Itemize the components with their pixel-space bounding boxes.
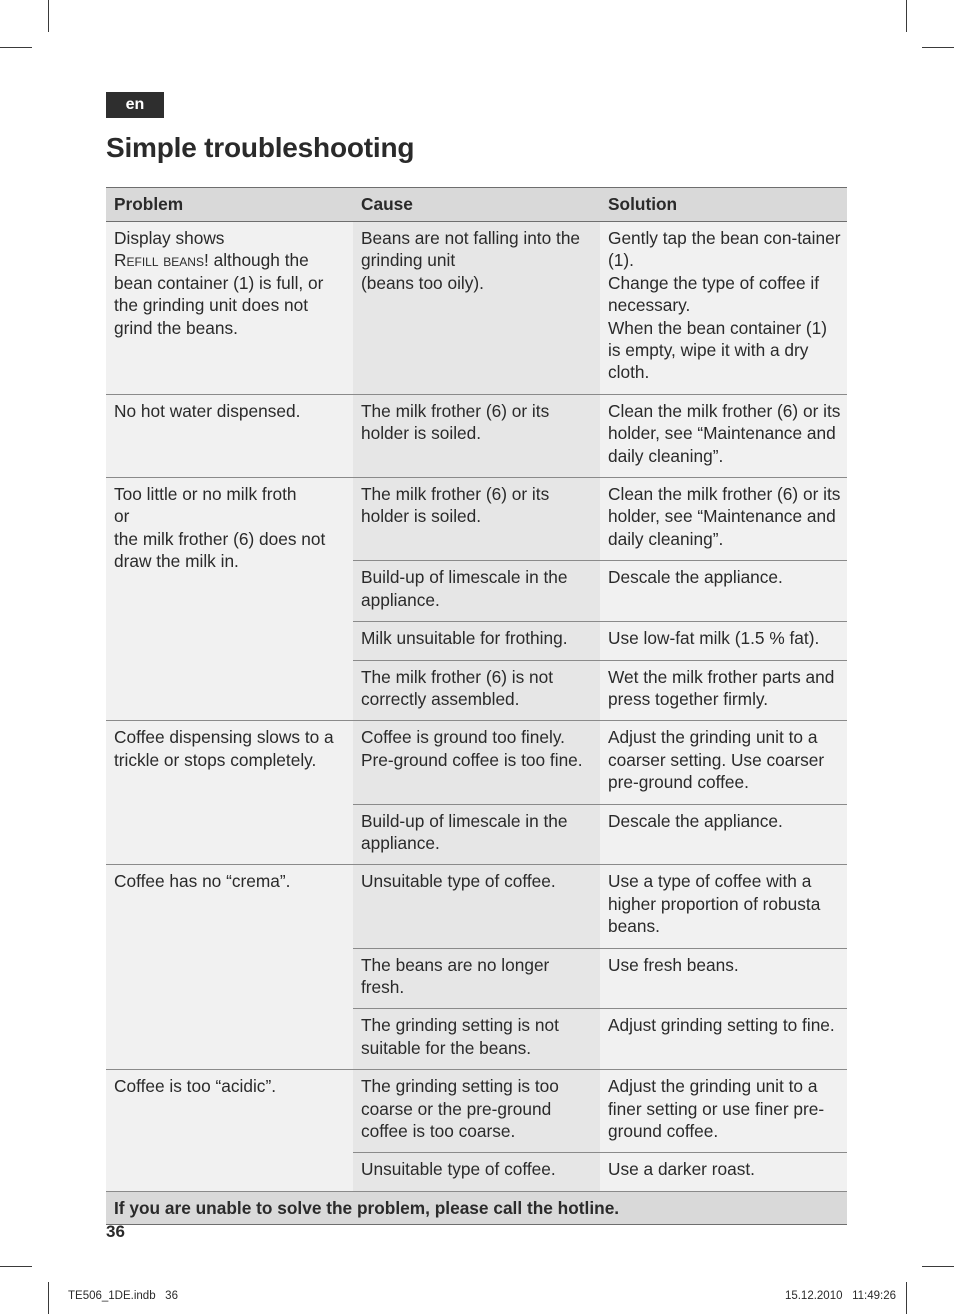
troubleshooting-table [106,187,847,1225]
crop-mark [922,1266,954,1267]
crop-mark [0,47,32,48]
problem-text: Coffee is too “acidic”. [114,1076,277,1097]
cause-cell: Coffee is ground too finely. Pre-ground coffee is too fine. [353,721,600,804]
file-date: 15.12.2010 11:49:26 [784,1290,896,1302]
language-badge: en [106,92,164,118]
solution-cell: Use a darker roast. [600,1153,847,1191]
problem-cell [106,222,353,395]
cause-cell: Milk unsuitable for frothing. [353,622,600,660]
problem-text-rest: although the bean container (1) is full, or the grinding unit does not grind the beans. [114,250,324,338]
cause-cell: Unsuitable type of coffee. [353,865,600,948]
display-message: Refill beans! [114,250,209,271]
table-header-row [106,188,847,222]
cause-cell: Beans are not falling into the grinding unit (beans too oily). [353,222,600,395]
problem-text: Too little or no milk froth or the milk frother (6) does not draw the milk in. [114,484,326,572]
file-info: TE506_1DE.indb 36 [68,1290,178,1302]
table-footer-row [106,1191,847,1224]
solution-cell: Adjust the grinding unit to a finer setting or use finer pre-ground coffee. [600,1070,847,1153]
cause-cell: Unsuitable type of coffee. [353,1153,600,1191]
cause-cell: The milk frother (6) is not correctly assembled. [353,660,600,721]
table-row [106,222,847,395]
cause-cell: Build-up of limescale in the appliance. [353,804,600,865]
solution-cell: Use a type of coffee with a higher proportion of robusta beans. [600,865,847,948]
solution-cell: Adjust grinding setting to fine. [600,1009,847,1070]
cause-cell: The grinding setting is too coarse or the pre-ground coffee is too coarse. [353,1070,600,1153]
header-problem: Problem [106,188,353,222]
solution-cell: Clean the milk frother (6) or its holder, see “Maintenance and daily cleaning”. [600,478,847,561]
cause-cell: The milk frother (6) or its holder is soiled. [353,478,600,561]
cause-cell: The beans are no longer fresh. [353,948,600,1009]
header-cause: Cause [353,188,600,222]
solution-cell: Descale the appliance. [600,804,847,865]
crop-mark [922,47,954,48]
solution-cell: Use low-fat milk (1.5 % fat). [600,622,847,660]
problem-cell [106,721,353,865]
page-number: 36 [106,1222,125,1241]
crop-mark [48,0,49,32]
cause-cell: The milk frother (6) or its holder is soiled. [353,394,600,477]
solution-cell: Clean the milk frother (6) or its holder, see “Maintenance and daily cleaning”. [600,394,847,477]
solution-cell: Gently tap the bean con-tainer (1). Change the type of coffee if necessary. When the bean container (1) is empty, wipe it with a dry cloth. [600,222,847,395]
problem-cell [106,478,353,721]
problem-cell [106,1070,353,1192]
page-title: Simple troubleshooting [106,132,415,163]
cause-cell: Build-up of limescale in the appliance. [353,561,600,622]
table-body [106,222,847,1192]
cause-cell: The grinding setting is not suitable for the beans. [353,1009,600,1070]
problem-cell [106,394,353,477]
table-row [106,1070,847,1153]
problem-text-lead: Display shows [114,228,225,248]
crop-mark [906,0,907,32]
table-row [106,478,847,561]
header-solution: Solution [600,188,847,222]
problem-text: Coffee has no “crema”. [114,871,291,892]
solution-cell: Wet the milk frother parts and press together firmly. [600,660,847,721]
problem-cell [106,865,353,1070]
solution-cell: Adjust the grinding unit to a coarser setting. Use coarser pre-ground coffee. [600,721,847,804]
hotline-note: If you are unable to solve the problem, please call the hotline. [106,1191,847,1224]
table-row [106,721,847,804]
crop-mark [906,1282,907,1314]
solution-cell: Descale the appliance. [600,561,847,622]
problem-text: No hot water dispensed. [114,400,301,421]
solution-cell: Use fresh beans. [600,948,847,1009]
problem-text: Coffee dispensing slows to a trickle or stops completely. [114,727,334,770]
crop-mark [0,1266,32,1267]
table-row [106,394,847,477]
table-row [106,865,847,948]
crop-mark [48,1282,49,1314]
